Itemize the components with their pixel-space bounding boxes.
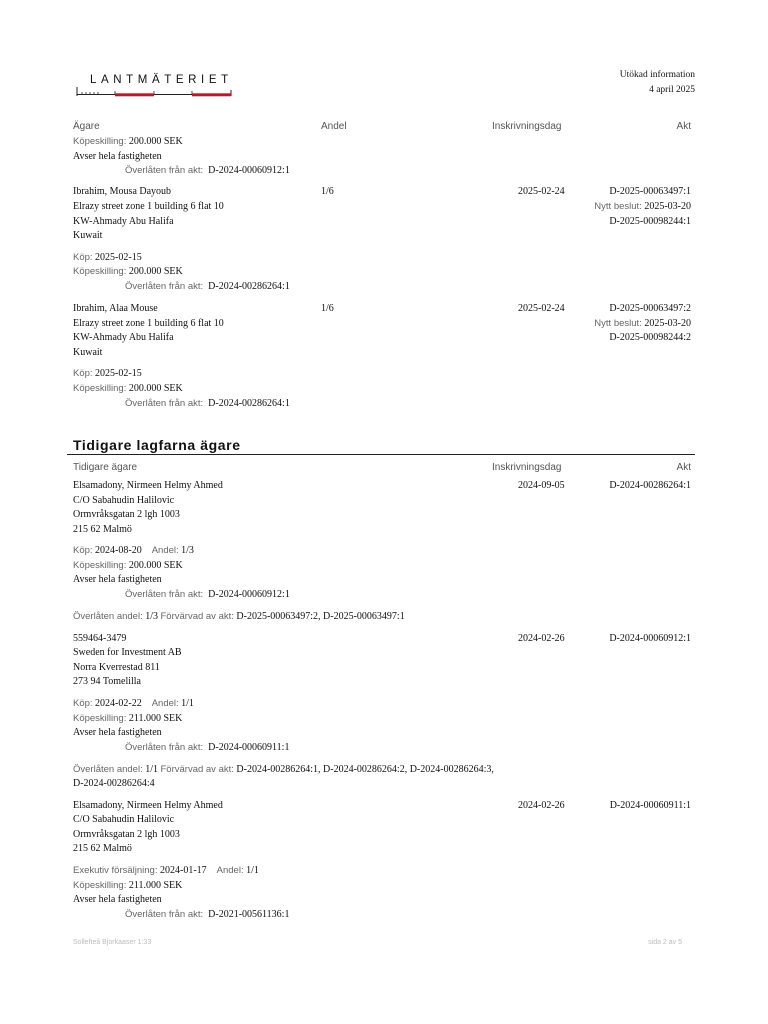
share-value: 1/1 [246,865,259,876]
acquired-acts: D-2025-00063497:2, D-2025-00063497:1 [236,611,405,622]
transferred-label: Överlåten från akt: [125,589,204,600]
owner-registration-date: 2025-02-24 [518,186,565,197]
owner-address-line: Kuwait [73,347,103,358]
transferred-value: D-2024-00060912:1 [208,165,290,176]
price-value: 200.000 SEK [128,383,183,394]
share-value: 1/1 [181,698,194,709]
col-header-act: Akt [676,462,691,473]
previous-owner-transferred-row [125,742,289,753]
new-decision-label: Nytt beslut: [594,318,642,329]
owner-price-row [73,266,183,277]
previous-owner-name: Elsamadony, Nirmeen Helmy Ahmed [73,480,223,491]
owner-registration-date: 2025-02-24 [518,303,565,314]
purchase-date: 2024-08-20 [95,545,142,556]
transferred-label: Överlåten från akt: [125,165,204,176]
acquired-label: Förvärvad av akt: [160,611,234,622]
owner-purchase-row [73,252,142,263]
previous-owner-act: D-2024-00060911:1 [609,800,691,811]
purchase-label: Köp: [73,545,93,556]
new-decision-label: Nytt beslut: [594,201,642,212]
document-type: Utökad information [619,70,695,80]
transferred-value: D-2024-00060911:1 [208,742,290,753]
previous-owner-address-line: 215 62 Malmö [73,843,132,854]
new-decision-date: 2025-03-20 [644,318,691,329]
owner-address-line: KW-Ahmady Abu Halifa [73,216,174,227]
footer-page-number: sida 2 av 5 [648,939,682,946]
share-label: Andel: [216,865,244,876]
previous-owner-address-line: Ormvråksgatan 2 lgh 1003 [73,509,180,520]
price-value: 200.000 SEK [128,560,183,571]
owner-price-row [73,383,183,394]
col-header-share: Andel [321,121,347,132]
purchase-date: 2025-02-15 [95,252,142,263]
col-header-act: Akt [676,121,691,132]
section-title-previous-owners: Tidigare lagfarna ägare [73,437,241,453]
purchase-label: Köp: [73,252,93,263]
enforcement-sale-date: 2024-01-17 [159,865,207,876]
transferred-label: Överlåten från akt: [125,742,204,753]
ceded-share-value: 1/1 [145,764,158,775]
purchase-date: 2025-02-15 [95,368,142,379]
previous-owner-scope: Avser hela fastigheten [73,574,162,585]
transferred-label: Överlåten från akt: [125,281,204,292]
previous-owner-act: D-2024-00286264:1 [609,480,691,491]
purchase-label: Köp: [73,368,93,379]
previous-owner-price-row [73,880,182,891]
price-value: 200.000 SEK [128,266,183,277]
previous-owner-acquired-continued: D-2024-00286264:4 [73,778,155,789]
previous-owner-scope: Avser hela fastigheten [73,727,162,738]
owner-act: D-2025-00063497:2 [609,303,691,314]
enforcement-sale-label: Exekutiv försäljning: [73,865,158,876]
previous-owner-name: Elsamadony, Nirmeen Helmy Ahmed [73,800,223,811]
previous-owner-transferred-row [125,909,289,920]
previous-owner-address-line: C/O Sabahudin Halilovic [73,814,175,825]
transferred-label: Överlåten från akt: [125,909,204,920]
price-value: 200.000 SEK [128,136,183,147]
previous-owner-address-line: 215 62 Malmö [73,524,132,535]
price-label: Köpeskilling: [73,880,127,891]
footer-property-name: Sollefteå Bjorkaaser 1:33 [73,939,152,946]
ceded-share-label: Överlåten andel: [73,611,143,622]
owner-act: D-2025-00063497:1 [609,186,691,197]
owner-address-line: Elrazy street zone 1 building 6 flat 10 [73,201,224,212]
col-header-owner: Ägare [73,121,100,132]
price-label: Köpeskilling: [73,136,127,147]
owner-name: Ibrahim, Alaa Mouse [73,303,158,314]
new-decision-date: 2025-03-20 [644,201,691,212]
previous-owner-org-number: 559464-3479 [73,633,127,644]
previous-owner-address-line: Ormvråksgatan 2 lgh 1003 [73,829,180,840]
col-header-date: Inskrivningsdag [492,462,562,473]
section-divider [67,454,695,455]
price-label: Köpeskilling: [73,266,127,277]
previous-owner-transferred-row [125,589,290,600]
previous-owner-address-line: Sweden for Investment AB [73,647,182,658]
owner-purchase-row [73,368,142,379]
owner-share: 1/6 [321,303,334,314]
owner-decision-act: D-2025-00098244:2 [609,332,691,343]
price-value: 211.000 SEK [128,713,183,724]
previous-owner-address-line: C/O Sabahudin Halilovic [73,495,175,506]
previous-owner-act: D-2024-00060912:1 [609,633,691,644]
previous-owner-registration-date: 2024-02-26 [518,800,565,811]
price-label: Köpeskilling: [73,383,127,394]
col-header-previous-owner: Tidigare ägare [73,462,138,473]
previous-owner-price-row [73,560,183,571]
purchase-date: 2024-02-22 [95,698,142,709]
acquired-acts: D-2024-00286264:1, D-2024-00286264:2, D-2024-00286264:3, [236,764,494,775]
previous-owner-address-line: Norra Kverrestad 811 [73,662,160,673]
owner-decision-act: D-2025-00098244:1 [609,216,691,227]
previous-owner-purchase-row [73,698,194,709]
logo-wordmark: LANTMÄTERIET [90,74,233,86]
owner-new-decision [594,201,691,212]
owner-transferred-row [125,398,290,409]
transferred-value: D-2024-00060912:1 [208,589,290,600]
previous-owner-price-row [73,713,182,724]
transferred-value: D-2024-00286264:1 [208,398,290,409]
previous-owner-registration-date: 2024-02-26 [518,633,565,644]
owner-name: Ibrahim, Mousa Dayoub [73,186,172,197]
document-date: 4 april 2025 [649,85,695,95]
acquired-label: Förvärvad av akt: [160,764,234,775]
owner-address-line: Kuwait [73,230,103,241]
price-label: Köpeskilling: [73,713,127,724]
previous-owner-scope: Avser hela fastigheten [73,894,162,905]
owner-address-line: KW-Ahmady Abu Halifa [73,332,174,343]
previous-owner-registration-date: 2024-09-05 [518,480,565,491]
purchase-label: Köp: [73,698,93,709]
previous-owner-address-line: 273 94 Tomelilla [73,676,141,687]
ceded-share-label: Överlåten andel: [73,764,143,775]
share-label: Andel: [151,698,179,709]
owner-share: 1/6 [321,186,334,197]
transferred-value: D-2024-00286264:1 [208,281,290,292]
owner-transferred-row [125,281,290,292]
col-header-date: Inskrivningsdag [492,121,562,132]
previous-owner-purchase-row [73,545,194,556]
previous-owner-ceded-row [73,611,405,622]
price-label: Köpeskilling: [73,560,127,571]
ceded-share-value: 1/3 [145,611,158,622]
logo-scale-bar [76,87,232,97]
carryover-scope: Avser hela fastigheten [73,151,162,162]
share-value: 1/3 [181,545,194,556]
share-label: Andel: [151,545,179,556]
owner-new-decision [594,318,691,329]
price-value: 211.000 SEK [128,880,183,891]
transferred-label: Överlåten från akt: [125,398,204,409]
owner-address-line: Elrazy street zone 1 building 6 flat 10 [73,318,224,329]
carryover-price-row [73,136,183,147]
transferred-value: D-2021-00561136:1 [208,909,290,920]
previous-owner-ceded-row [73,764,494,775]
carryover-transferred-row [125,165,290,176]
previous-owner-purchase-row [73,865,259,876]
